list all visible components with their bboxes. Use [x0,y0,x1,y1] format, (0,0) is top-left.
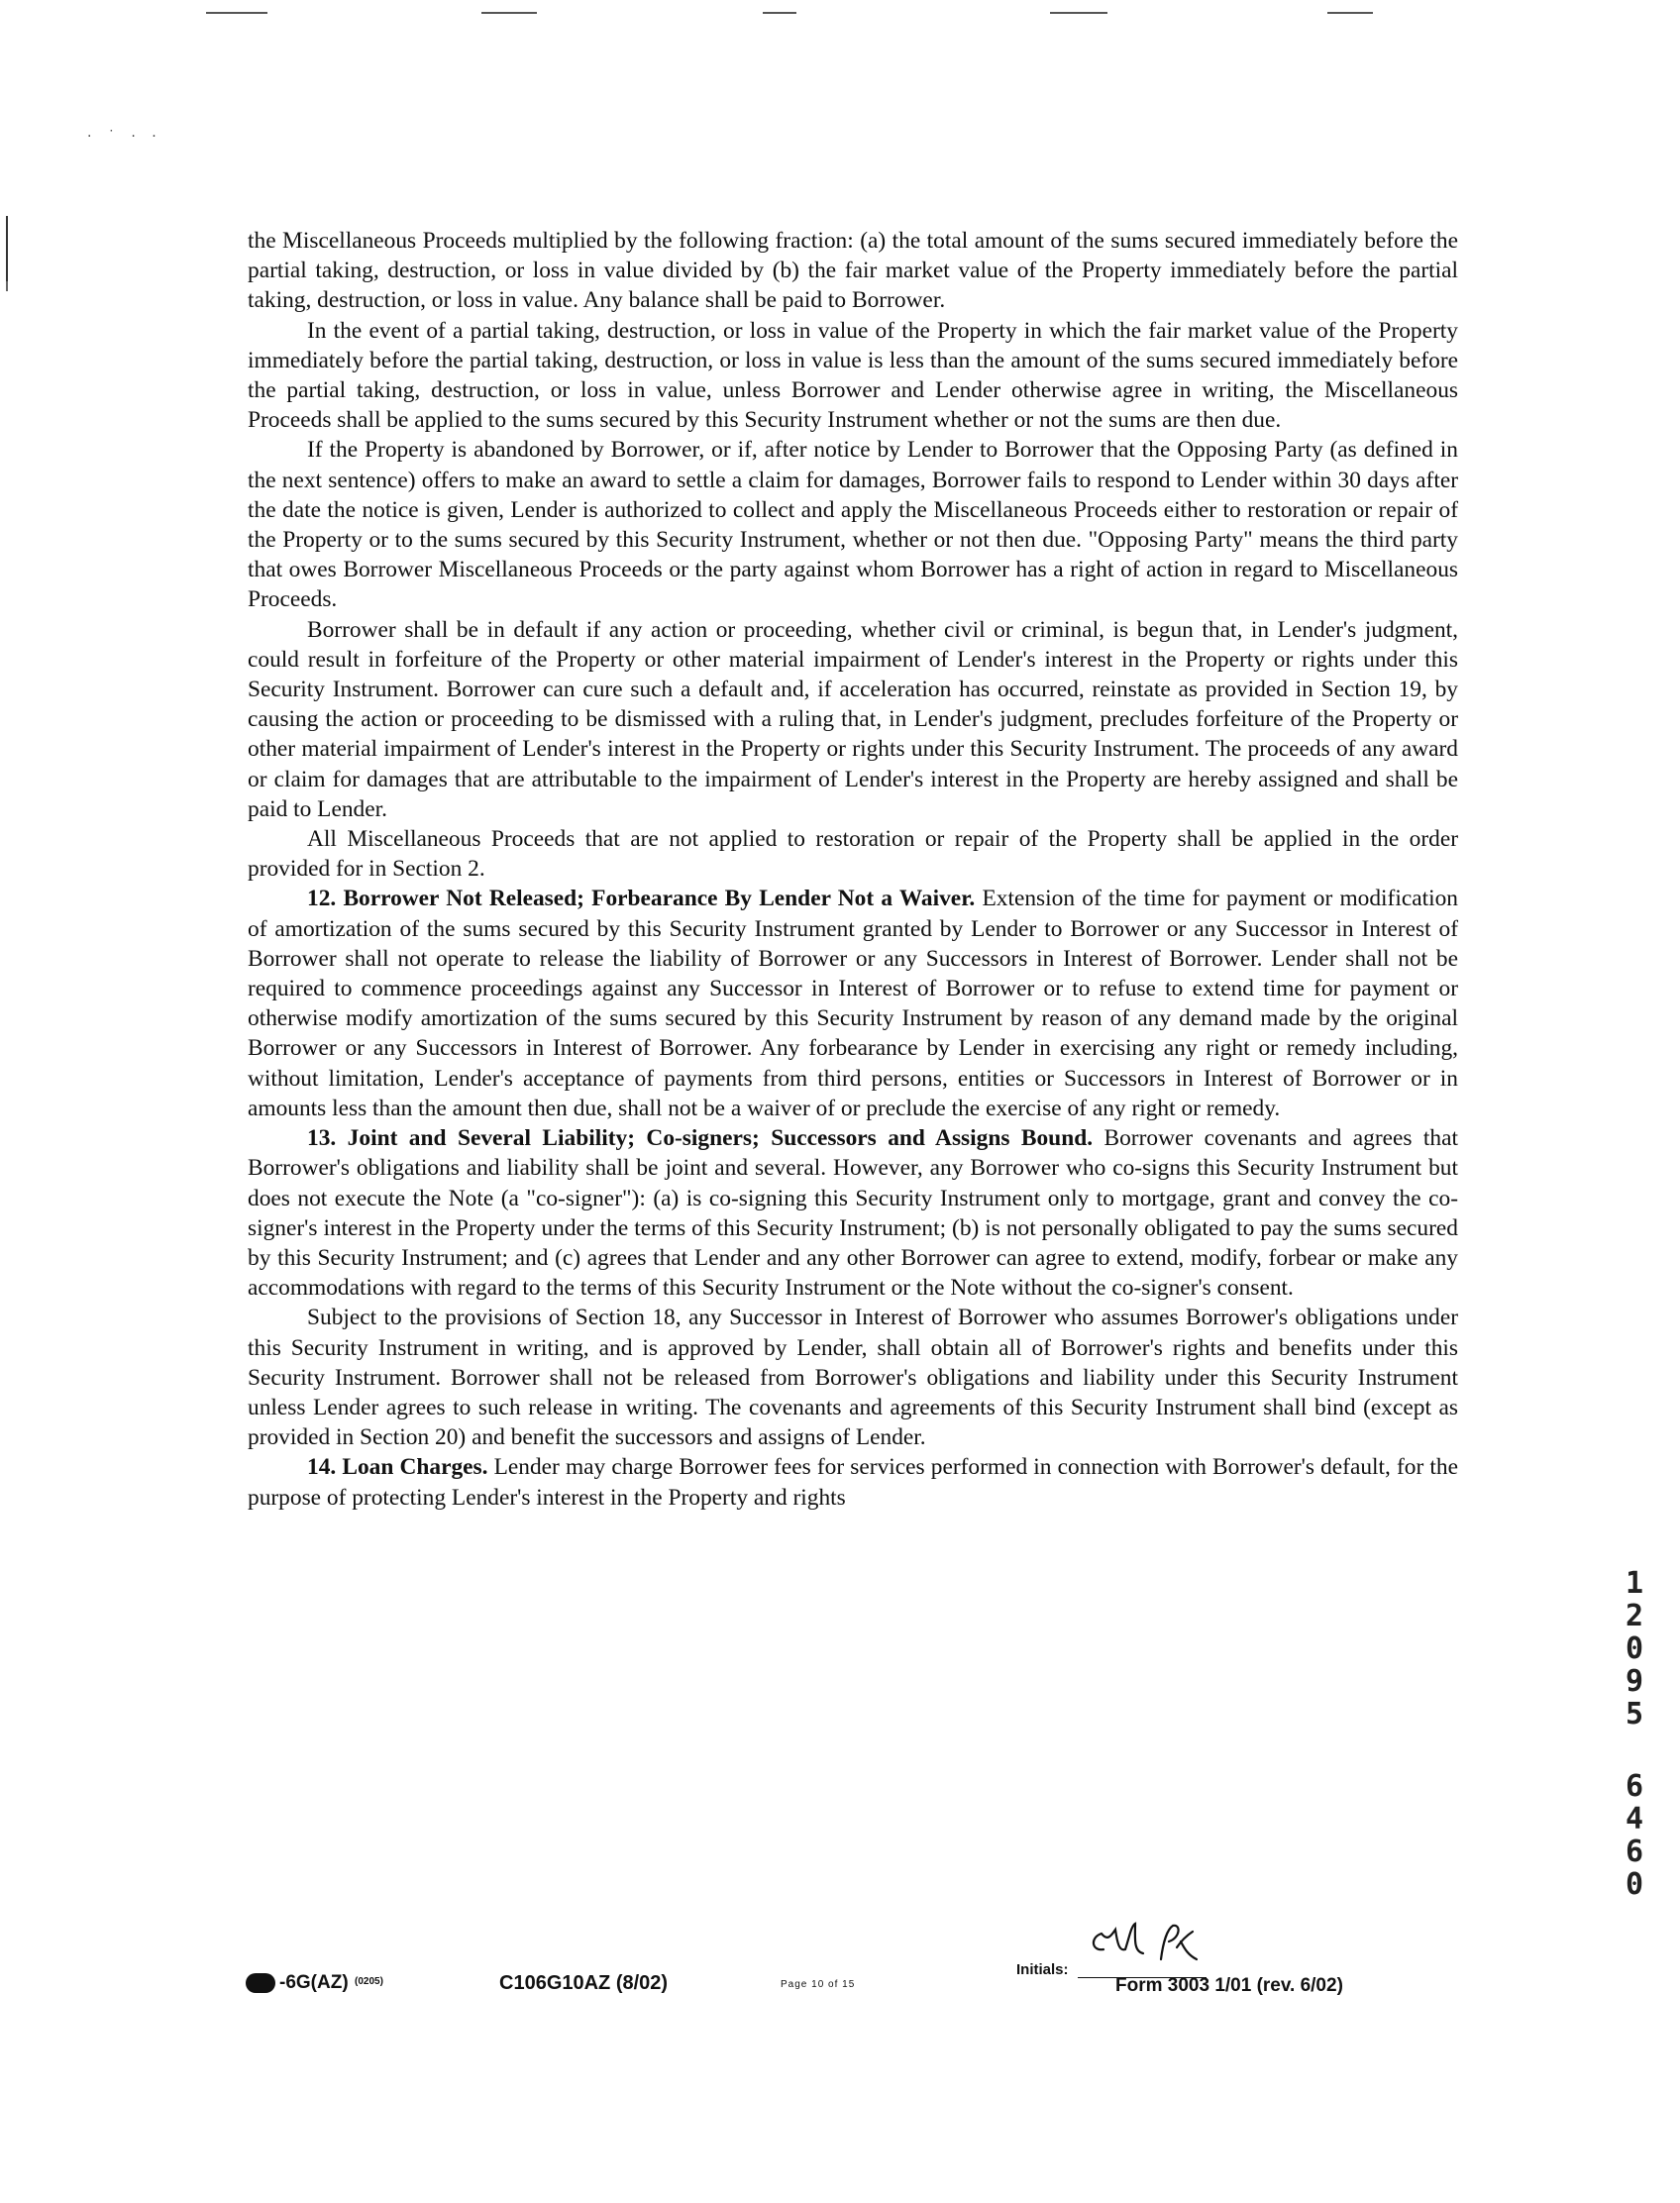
side-digit: 0 [1625,1631,1644,1666]
paragraph-partial-taking [248,316,1458,436]
side-digit: 2 [1625,1599,1644,1633]
side-digit: 4 [1625,1802,1644,1836]
document-code: C106G10AZ (8/02) [499,1972,669,1994]
section-14-text: Lender may charge Borrower fees for services performed in connection with Borrower's default, for the purpose of protecting Lender's interest in the Property and rights [248,1454,1458,1511]
paragraph-text: All Miscellaneous Proceeds that are not applied to restoration or repair of the Property shall be applied in the order provided for in Section 2. [248,826,1458,883]
top-rule-3 [763,12,796,14]
initials-label: Initials: [1016,1961,1069,1978]
section-13-heading: 13. Joint and Several Liability; Co-signers; Successors and Assigns Bound. [307,1125,1094,1152]
side-digit: 6 [1625,1835,1644,1869]
paragraph-abandoned [248,435,1458,614]
side-document-number [1620,1567,1649,1901]
form-series-date: (0205) [355,1976,383,1987]
section-13 [248,1123,1458,1303]
document-body [248,226,1458,1513]
side-digit-gap [1620,1731,1649,1770]
form-number: Form 3003 1/01 (rev. 6/02) [1115,1975,1343,1996]
section-12-text: Extension of the time for payment or modification of amortization of the sums secured by this Security Instrument granted by Lender to Borrower or any Successor in Interest of Borrower shall not operate to release the liability of Borrower or any Successors in Interest of Borrower. Lender shall not be required to commence proceedings against any Successor in Interest of Borrower or to refuse to extend time for payment or otherwise modify amortization of the sums secured by this Security Instrument by reason of any demand made by the original Borrower or any Successors in Interest of Borrower. Any forbearance by Lender in exercising any right or remedy including, without limitation, Lender's acceptance of payments from third persons, entities or Successors in Interest of Borrower or in amounts less than the amount then due, shall not be a waiver of or preclude the exercise of any right or remedy. [248,886,1458,1121]
section-14 [248,1452,1458,1512]
paragraph-text: the Miscellaneous Proceeds multiplied by the following fraction: (a) the total amount of the sums secured immediately before the partial taking, destruction, or loss in value divided by (b) the fair market value of the Property immediately before the partial taking, destruction, or loss in value. Any balance shall be paid to Borrower. [248,228,1458,314]
top-rule-4 [1050,12,1107,14]
paragraph-applied [248,824,1458,884]
paragraph-fraction [248,226,1458,316]
side-digit: 9 [1625,1664,1644,1699]
scan-artifact-dots: · ˙ · · [87,129,162,145]
section-12 [248,884,1458,1123]
left-margin-tick [6,281,8,291]
top-rule-1 [206,12,267,14]
vmp-logo-icon [246,1973,275,1993]
top-rule-5 [1327,12,1373,14]
side-digit: 1 [1625,1566,1644,1601]
paragraph-text: If the Property is abandoned by Borrower, or if, after notice by Lender to Borrower that the Opposing Party (as defined in the next sentence) offers to make an award to settle a claim for damages, Borrower fails to respond to Lender within 30 days after the date the notice is given, Lender is authorized to collect and apply the Miscellaneous Proceeds either to restoration or repair of the Property or to the sums secured by this Security Instrument, whether or not then due. "Opposing Party" means the third party that owes Borrower Miscellaneous Proceeds or the party against whom Borrower has a right of action in regard to Miscellaneous Proceeds. [248,437,1458,613]
handwritten-initials-icon [1082,1916,1201,1979]
section-14-heading: 14. Loan Charges. [307,1454,488,1481]
top-rule-2 [481,12,537,14]
side-digit: 0 [1625,1867,1644,1902]
paragraph-default [248,615,1458,824]
left-margin-bar [6,216,8,285]
form-series-code: -6G(AZ) [279,1972,349,1993]
section-13-text: Borrower covenants and agrees that Borrower's obligations and liability shall be joint and several. However, any Borrower who co-signs this Security Instrument but does not execute the Note (a "co-signer"): (a) is co-signing this Security Instrument only to mortgage, grant and convey the co-signer's interest in the Property under the terms of this Security Instrument; (b) is not personally obligated to pay the sums secured by this Security Instrument; and (c) agrees that Lender and any other Borrower can agree to extend, modify, forbear or make any accommodations with regard to the terms of this Security Instrument or the Note without the co-signer's consent. [248,1125,1458,1302]
paragraph-text: Borrower shall be in default if any action or proceeding, whether civil or criminal, is begun that, in Lender's judgment, could result in forfeiture of the Property or other material impairment of Lender's interest in the Property or rights under this Security Instrument. Borrower can cure such a default and, if acceleration has occurred, reinstate as provided in Section 19, by causing the action or proceeding to be dismissed with a ruling that, in Lender's judgment, precludes forfeiture of the Property or other material impairment of Lender's interest in the Property or rights under this Security Instrument. The proceeds of any award or claim for damages that are attributable to the impairment of Lender's interest in the Property are hereby assigned and shall be paid to Lender. [248,616,1458,822]
paragraph-text: Subject to the provisions of Section 18, any Successor in Interest of Borrower who assumes Borrower's obligations under this Security Instrument in writing, and is approved by Lender, shall obtain all of Borrower's rights and benefits under this Security Instrument. Borrower shall not be released from Borrower's obligations and liability under this Security Instrument unless Lender agrees to such release in writing. The covenants and agreements of this Security Instrument shall bind (except as provided in Section 20) and benefit the successors and assigns of Lender. [248,1305,1458,1451]
paragraph-text: In the event of a partial taking, destruction, or loss in value of the Property in which the fair market value of the Property immediately before the partial taking, destruction, or loss in value is less than the amount of the sums secured immediately before the partial taking, destruction, or loss in value, unless Borrower and Lender otherwise agree in writing, the Miscellaneous Proceeds shall be applied to the sums secured by this Security Instrument whether or not the sums are then due. [248,317,1458,434]
side-digit: 6 [1625,1769,1644,1804]
page-footer [246,1957,1464,2007]
paragraph-successor [248,1303,1458,1452]
section-12-heading: 12. Borrower Not Released; Forbearance By Lender Not a Waiver. [307,886,976,912]
side-digit: 5 [1625,1697,1644,1731]
page-number: Page 10 of 15 [781,1979,856,1990]
